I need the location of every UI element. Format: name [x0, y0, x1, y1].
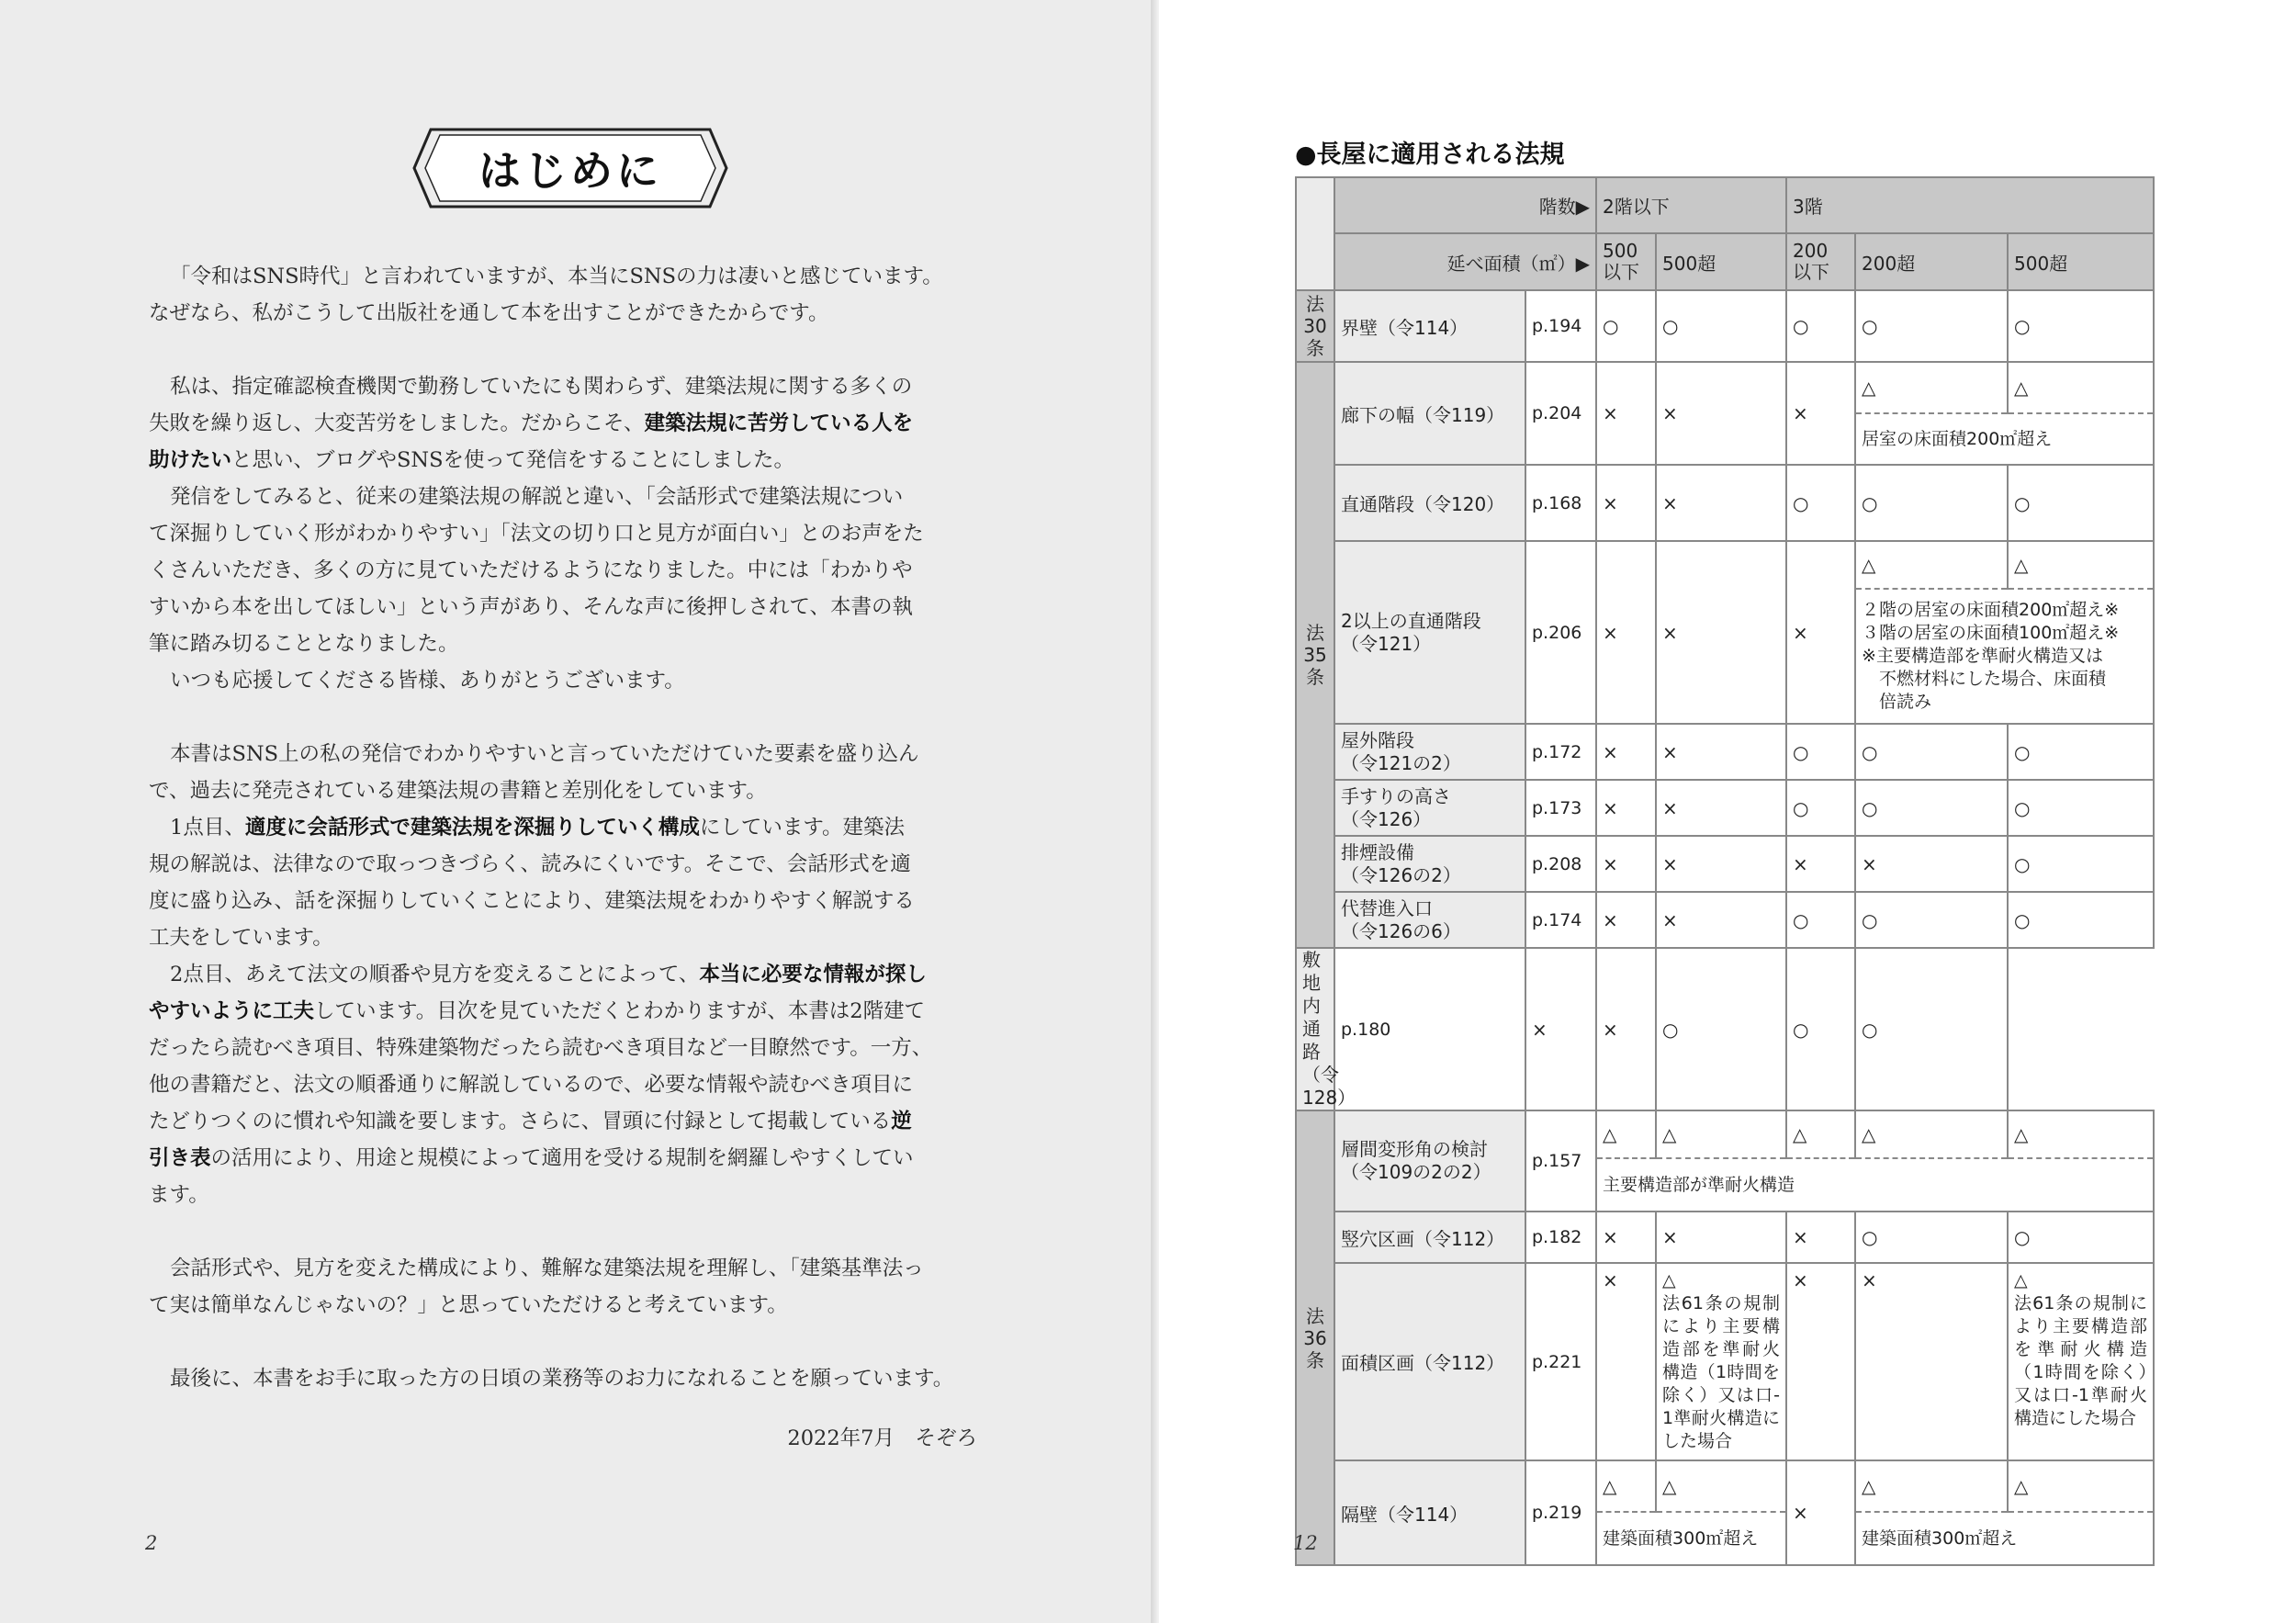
page-ref: p.182 [1525, 1212, 1596, 1263]
row-name: 排煙設備 （令126の2） [1334, 836, 1525, 892]
text-line: 度に盛り込み、話を深掘りしていくことにより、建築法規をわかりやすく解説する [149, 889, 915, 913]
mark-cell: ○ [1855, 290, 2008, 362]
mark-cell: △ [1855, 1460, 2008, 1512]
text-line: 本書はSNS上の私の発信でわかりやすいと言っていただけていた要素を盛り込ん [170, 742, 919, 766]
corner-cell [1296, 177, 1334, 290]
mark-cell: ○ [1786, 780, 1855, 836]
text-line: くさんいただき、多くの方に見ていただけるようになりました。中には「わかりや [149, 558, 913, 582]
condition-note: 建築面積300㎡超え [1855, 1512, 2154, 1565]
mark-cell: ○ [1855, 948, 2008, 1110]
page-ref: p.221 [1525, 1263, 1596, 1460]
text-line: なぜなら、私がこうして出版社を通して本を出すことができたからです。 [149, 301, 829, 325]
text-line: 最後に、本書をお手に取った方の日頃の業務等のお力になれることを願っています。 [170, 1367, 954, 1391]
text-line: すいから本を出してほしい」という声があり、そんな声に後押しされて、本書の執 [149, 595, 914, 619]
title-badge [411, 126, 730, 210]
section-law36: 法 36 条 [1296, 1110, 1334, 1565]
floors-header: 階数▶ [1334, 177, 1596, 233]
mark-cell: × [1656, 836, 1786, 892]
text-line: 助けたいと思い、ブログやSNSを使って発信をすることにしました。 [149, 448, 795, 472]
text-line: 規の解説は、法律なので取っつきづらく、読みにくいです。そこで、会話形式を適 [149, 852, 911, 876]
row-name: 面積区画（令112） [1334, 1263, 1525, 1460]
gt500-header: 500超 [1656, 233, 1786, 290]
condition-note: 建築面積300㎡超え [1596, 1512, 1786, 1565]
row-name: 隔壁（令114） [1334, 1460, 1525, 1565]
mark-cell: ○ [1786, 465, 1855, 541]
mark-cell: ○ [2008, 290, 2154, 362]
row-name: 竪穴区画（令112） [1334, 1212, 1525, 1263]
signature: 2022年7月 そぞろ [787, 1426, 977, 1450]
text-line: 私は、指定確認検査機関で勤務していたにも関わらず、建築法規に関する多くの [170, 375, 913, 399]
emphasis: 逆 [891, 1110, 912, 1133]
text-line: だったら読むべき項目、特殊建築物だったら読むべき項目など一目瞭然です。一方、 [149, 1036, 933, 1060]
mark-cell: △ [2008, 541, 2154, 589]
page-ref: p.174 [1525, 892, 1596, 948]
mark-with-note-cell [2008, 1263, 2154, 1460]
mark-cell: × [1596, 465, 1656, 541]
text-line: て実は簡単なんじゃないの？」と思っていただけると考えています。 [149, 1293, 788, 1317]
page-number: 2 [145, 1532, 158, 1554]
mark-cell: △ [2008, 1460, 2154, 1512]
mark-cell: ○ [2008, 1212, 2154, 1263]
mark-cell: × [1656, 362, 1786, 465]
text-line: 2点目、あえて法文の順番や見方を変えることによって、本当に必要な情報が探し [170, 963, 927, 986]
condition-note: 法61条の規制により主要構造部を準耐火構造（1時間を除く）又は口-1準耐火構造にした場合 [1662, 1293, 1781, 1451]
condition-note: 居室の床面積200㎡超え [1855, 413, 2154, 465]
section-law30: 法 30 条 [1296, 290, 1334, 362]
text-line: 他の書籍だと、法文の順番通りに解説しているので、必要な情報や読むべき項目に [149, 1073, 914, 1097]
mark-cell: ○ [1786, 724, 1855, 780]
mark-cell: ○ [1855, 465, 2008, 541]
mark-with-note-cell [1656, 1263, 1786, 1460]
emphasis: 引き表 [149, 1146, 211, 1170]
mark-cell: × [1596, 362, 1656, 465]
text-line: 筆に踏み切ることとなりました。 [149, 632, 459, 656]
mark-cell: ○ [1855, 780, 2008, 836]
emphasis: やすいように工夫 [149, 999, 315, 1023]
text-line: 1点目、適度に会話形式で建築法規を深掘りしていく構成にしています。建築法 [170, 816, 906, 840]
mark-cell: × [1596, 780, 1656, 836]
text-line: 「令和はSNS時代」と言われていますが、本当にSNSの力は凄いと感じています。 [170, 265, 943, 288]
page-ref: p.206 [1525, 541, 1596, 724]
page-ref: p.204 [1525, 362, 1596, 465]
mark-cell: × [1786, 541, 1855, 724]
mark-cell: ○ [2008, 724, 2154, 780]
page-ref: p.157 [1525, 1110, 1596, 1212]
row-name: 敷地内通路 （令128） [1296, 948, 1334, 1110]
page-ref: p.172 [1525, 724, 1596, 780]
text-line: たどりつくのに慣れや知識を要します。さらに、冒頭に付録として掲載している逆 [149, 1110, 912, 1133]
emphasis: 本当に必要な情報が探し [699, 963, 927, 986]
page-title: はじめに [478, 146, 662, 196]
page-ref: p.173 [1525, 780, 1596, 836]
mark-cell: × [1656, 1212, 1786, 1263]
intro-text [149, 258, 1026, 1457]
mark-cell: △ [1596, 1110, 1656, 1158]
mark-cell: × [1596, 541, 1656, 724]
text-line: 発信をしてみると、従来の建築法規の解説と違い、「会話形式で建築法規につい [170, 485, 904, 509]
mark-cell: ○ [1656, 290, 1786, 362]
text-line: いつも応援してくださる皆様、ありがとうございます。 [170, 669, 685, 693]
mark-cell: ○ [2008, 892, 2154, 948]
mark-cell: × [1656, 541, 1786, 724]
mark-cell: ○ [2008, 465, 2154, 541]
section-law35: 法 35 条 [1296, 362, 1334, 948]
mark-cell: ○ [1596, 290, 1656, 362]
mark-cell: ○ [1855, 892, 2008, 948]
text-line: て深掘りしていく形がわかりやすい」「法文の切り口と見方が面白い」とのお声をた [149, 522, 924, 546]
mark-cell: × [1786, 836, 1855, 892]
book-spine [1151, 0, 1159, 1623]
mark-cell: × [1786, 1212, 1855, 1263]
mark-cell: ○ [1786, 892, 1855, 948]
condition-note: 主要構造部が準耐火構造 [1596, 1158, 2154, 1212]
row-name: 2以上の直通階段 （令121） [1334, 541, 1525, 724]
page-number: 12 [1293, 1532, 1318, 1554]
row-name: 代替進入口 （令126の6） [1334, 892, 1525, 948]
mark-cell: △ [1855, 541, 2008, 589]
mark-cell: ○ [1786, 948, 1855, 1110]
page-ref: p.180 [1334, 948, 1525, 1110]
mark-cell: × [1656, 892, 1786, 948]
emphasis: 建築法規に苦労している人を [644, 411, 914, 435]
mark-cell: △ [1596, 1460, 1656, 1512]
emphasis: 適度に会話形式で建築法規を深掘りしていく構成 [244, 816, 700, 840]
mark-cell: × [1786, 1460, 1855, 1565]
condition-note: 法61条の規制により主要構造部を準耐火構造（1時間を除く）又は口-1準耐火構造にした場合 [2014, 1293, 2148, 1428]
gt200-header: 200超 [1855, 233, 2008, 290]
mark-cell: × [1525, 948, 1596, 1110]
mark-cell: × [1596, 948, 1656, 1110]
mark-cell: × [1786, 362, 1855, 465]
mark-cell: × [1596, 836, 1656, 892]
row-name: 直通階段（令120） [1334, 465, 1525, 541]
table-heading: ●長屋に適用される法規 [1295, 141, 1565, 169]
mark-cell: ○ [2008, 780, 2154, 836]
text-line: やすいように工夫しています。目次を見ていただくとわかりますが、本書は2階建て [149, 999, 926, 1023]
row-name: 廊下の幅（令119） [1334, 362, 1525, 465]
page-ref: p.208 [1525, 836, 1596, 892]
text-line: 失敗を繰り返し、大変苦労をしました。だからこそ、建築法規に苦労している人を [149, 411, 914, 435]
mark-cell: × [1596, 1212, 1656, 1263]
mark-cell: × [1855, 1263, 2008, 1460]
mark-cell: × [1596, 724, 1656, 780]
mark-cell: × [1656, 724, 1786, 780]
mark-cell: △ [2008, 362, 2154, 413]
text-line: 引き表の活用により、用途と規模によって適用を受ける規制を網羅しやすくしてい [149, 1146, 914, 1170]
mark-cell: × [1786, 1263, 1855, 1460]
mark-cell: △ [1855, 1110, 2008, 1158]
row-name: 屋外階段 （令121の2） [1334, 724, 1525, 780]
mark-cell: × [1596, 1263, 1656, 1460]
text-line: ます。 [149, 1183, 209, 1207]
row-name: 層間変形角の検討 （令109の2の2） [1334, 1110, 1525, 1212]
le200-header: 200 以下 [1786, 233, 1855, 290]
mark-cell: ○ [2008, 836, 2154, 892]
page-ref: p.194 [1525, 290, 1596, 362]
text-line: 工夫をしています。 [149, 926, 333, 950]
mark: △ [1662, 1270, 1676, 1291]
three-floors-header: 3階 [1786, 177, 2154, 233]
mark-cell: ○ [1855, 1212, 2008, 1263]
mark-cell: △ [1656, 1110, 1786, 1158]
condition-note: ２階の居室の床面積200㎡超え※ ３階の居室の床面積100㎡超え※ ※主要構造部を準耐火構造又は 不燃材料にした場合、床面積 倍読み [1855, 589, 2154, 724]
le500-header: 500 以下 [1596, 233, 1656, 290]
row-name: 手すりの高さ （令126） [1334, 780, 1525, 836]
row-name: 界壁（令114） [1334, 290, 1525, 362]
gt500b-header: 500超 [2008, 233, 2154, 290]
emphasis: 助けたい [149, 448, 232, 472]
mark-cell: △ [1855, 362, 2008, 413]
mark-cell: ○ [1786, 290, 1855, 362]
page-ref: p.219 [1525, 1460, 1596, 1565]
mark-cell: × [1656, 465, 1786, 541]
page-ref: p.168 [1525, 465, 1596, 541]
mark-cell: × [1596, 892, 1656, 948]
text-line: 会話形式や、見方を変えた構成により、難解な建築法規を理解し、「建築基準法っ [170, 1257, 924, 1280]
two-floors-header: 2階以下 [1596, 177, 1786, 233]
mark: △ [2014, 1270, 2028, 1291]
mark-cell: ○ [1855, 724, 2008, 780]
mark-cell: × [1855, 836, 2008, 892]
mark-cell: △ [1656, 1460, 1786, 1512]
area-header: 延べ面積（㎡）▶ [1334, 233, 1596, 290]
mark-cell: × [1656, 780, 1786, 836]
mark-cell: △ [1786, 1110, 1855, 1158]
mark-cell: △ [2008, 1110, 2154, 1158]
mark-cell: ○ [1656, 948, 1786, 1110]
regulation-table [1295, 176, 2155, 1566]
text-line: で、過去に発売されている建築法規の書籍と差別化をしています。 [149, 779, 767, 803]
